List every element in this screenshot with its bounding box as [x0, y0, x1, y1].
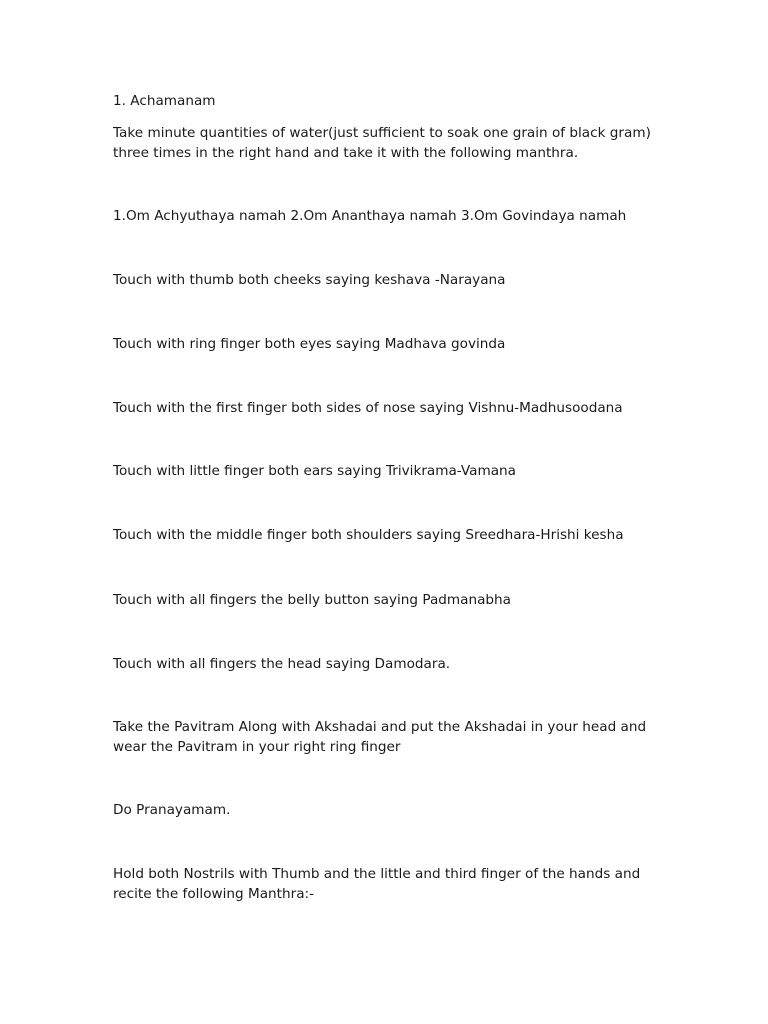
paragraph-water-instruction: Take minute quantities of water(just sufficient to soak one grain of black gram) three times in the right hand and take it with the following manthra. — [113, 125, 651, 161]
paragraph-belly-button: Touch with all fingers the belly button saying Padmanabha — [113, 592, 512, 608]
paragraph-pavitram: Take the Pavitram Along with Akshadai and put the Akshadai in your head and wear the Pavitram in your right ring finger — [113, 719, 647, 755]
section-heading: 1. Achamanam — [113, 93, 216, 109]
paragraph-head: Touch with all fingers the head saying Damodara. — [113, 656, 451, 672]
paragraph-shoulders: Touch with the middle finger both shoulders saying Sreedhara-Hrishi kesha — [113, 527, 624, 543]
paragraph-ears: Touch with little finger both ears saying Trivikrama-Vamana — [113, 463, 517, 479]
paragraph-eyes: Touch with ring finger both eyes saying Madhava govinda — [113, 336, 506, 352]
paragraph-nose: Touch with the first finger both sides of nose saying Vishnu-Madhusoodana — [113, 400, 623, 416]
paragraph-manthra: 1.Om Achyuthaya namah 2.Om Ananthaya namah 3.Om Govindaya namah — [113, 208, 627, 224]
paragraph-cheeks: Touch with thumb both cheeks saying keshava -Narayana — [113, 272, 506, 288]
paragraph-pranayamam: Do Pranayamam. — [113, 802, 231, 818]
paragraph-nostrils: Hold both Nostrils with Thumb and the little and third finger of the hands and recite the following Manthra:- — [113, 866, 641, 902]
